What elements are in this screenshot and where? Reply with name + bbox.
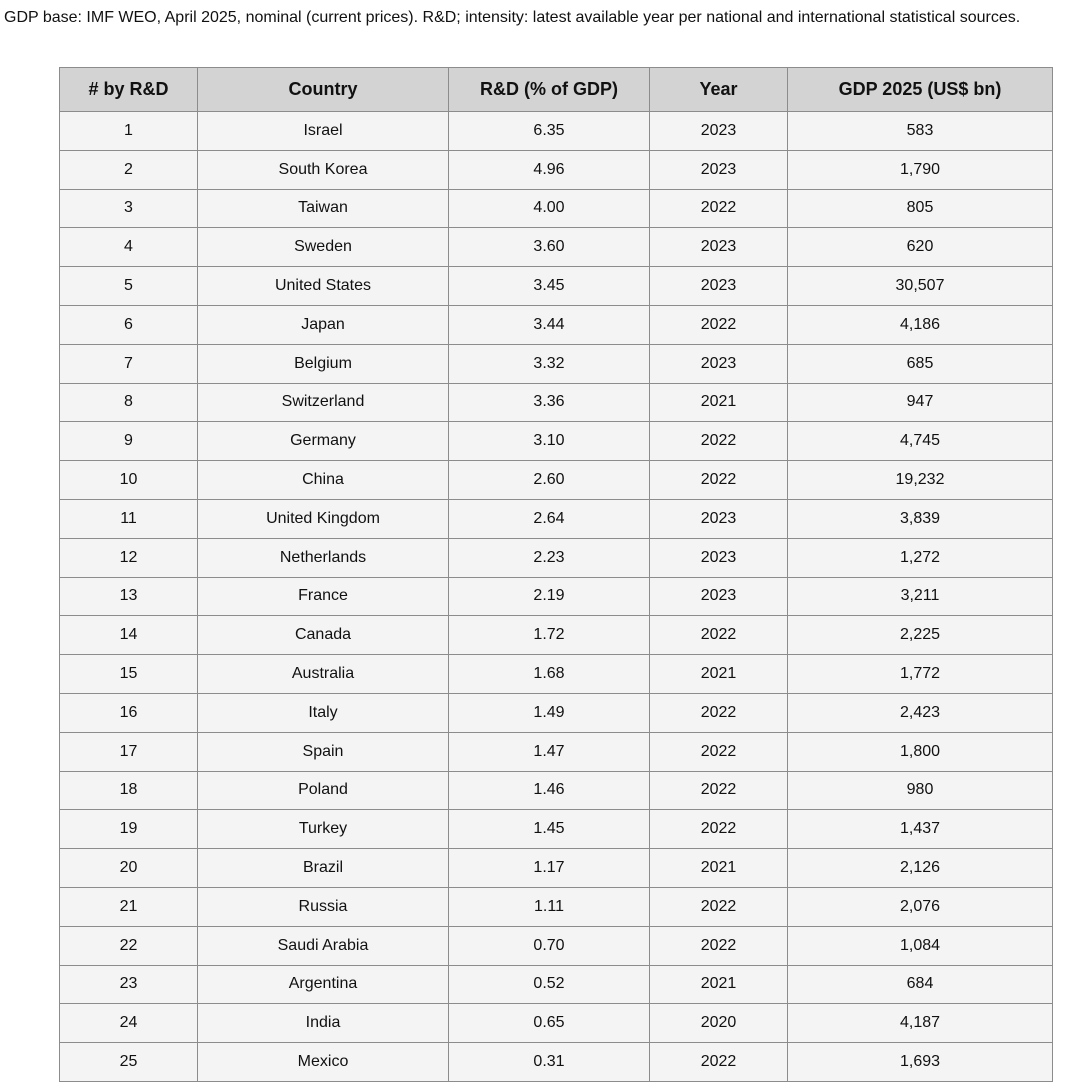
cell-country: Poland (198, 771, 449, 810)
cell-rd-percent: 4.00 (449, 189, 650, 228)
cell-rank: 23 (60, 965, 198, 1004)
cell-year: 2021 (650, 965, 788, 1004)
cell-rd-percent: 3.10 (449, 422, 650, 461)
cell-rd-percent: 1.47 (449, 732, 650, 771)
cell-country: United States (198, 267, 449, 306)
cell-country: France (198, 577, 449, 616)
cell-gdp: 19,232 (788, 461, 1053, 500)
header-year: Year (650, 68, 788, 112)
cell-rank: 19 (60, 810, 198, 849)
cell-rank: 4 (60, 228, 198, 267)
cell-rd-percent: 1.72 (449, 616, 650, 655)
cell-country: China (198, 461, 449, 500)
cell-rd-percent: 2.60 (449, 461, 650, 500)
table-row (60, 383, 1053, 422)
cell-rank: 6 (60, 305, 198, 344)
table-row (60, 422, 1053, 461)
cell-rd-percent: 3.45 (449, 267, 650, 306)
cell-rd-percent: 0.65 (449, 1004, 650, 1043)
table-row (60, 1004, 1053, 1043)
table-row (60, 810, 1053, 849)
cell-country: Argentina (198, 965, 449, 1004)
table-row (60, 965, 1053, 1004)
cell-rd-percent: 2.19 (449, 577, 650, 616)
cell-rank: 20 (60, 849, 198, 888)
cell-country: Australia (198, 655, 449, 694)
cell-rank: 25 (60, 1043, 198, 1082)
cell-country: Turkey (198, 810, 449, 849)
cell-gdp: 1,437 (788, 810, 1053, 849)
cell-gdp: 1,272 (788, 538, 1053, 577)
cell-rd-percent: 3.32 (449, 344, 650, 383)
cell-gdp: 947 (788, 383, 1053, 422)
header-row (60, 68, 1053, 112)
cell-gdp: 30,507 (788, 267, 1053, 306)
cell-rank: 10 (60, 461, 198, 500)
cell-country: Saudi Arabia (198, 926, 449, 965)
cell-rd-percent: 3.36 (449, 383, 650, 422)
cell-gdp: 1,693 (788, 1043, 1053, 1082)
cell-country: India (198, 1004, 449, 1043)
cell-rank: 15 (60, 655, 198, 694)
rd-intensity-table (59, 67, 1053, 1082)
cell-rank: 9 (60, 422, 198, 461)
cell-rd-percent: 1.11 (449, 887, 650, 926)
cell-rank: 11 (60, 499, 198, 538)
cell-rank: 21 (60, 887, 198, 926)
source-note: GDP base: IMF WEO, April 2025, nominal (current prices). R&D; intensity: latest available year per national and international statistical sources. (4, 9, 1021, 26)
table-row (60, 305, 1053, 344)
table-body (60, 112, 1053, 1082)
cell-rank: 8 (60, 383, 198, 422)
cell-gdp: 4,187 (788, 1004, 1053, 1043)
table-row (60, 849, 1053, 888)
cell-year: 2023 (650, 344, 788, 383)
cell-gdp: 3,839 (788, 499, 1053, 538)
cell-year: 2022 (650, 810, 788, 849)
cell-year: 2021 (650, 655, 788, 694)
cell-gdp: 1,790 (788, 150, 1053, 189)
cell-gdp: 2,423 (788, 693, 1053, 732)
table-row (60, 655, 1053, 694)
cell-gdp: 620 (788, 228, 1053, 267)
cell-gdp: 2,076 (788, 887, 1053, 926)
cell-year: 2022 (650, 305, 788, 344)
cell-rd-percent: 3.44 (449, 305, 650, 344)
cell-country: Israel (198, 112, 449, 151)
cell-year: 2023 (650, 267, 788, 306)
cell-year: 2021 (650, 849, 788, 888)
cell-rd-percent: 1.46 (449, 771, 650, 810)
cell-rd-percent: 1.45 (449, 810, 650, 849)
cell-year: 2022 (650, 771, 788, 810)
cell-gdp: 2,225 (788, 616, 1053, 655)
cell-rd-percent: 4.96 (449, 150, 650, 189)
cell-rank: 18 (60, 771, 198, 810)
cell-gdp: 2,126 (788, 849, 1053, 888)
cell-gdp: 583 (788, 112, 1053, 151)
cell-rd-percent: 1.68 (449, 655, 650, 694)
cell-country: Germany (198, 422, 449, 461)
cell-country: Switzerland (198, 383, 449, 422)
table-row (60, 771, 1053, 810)
table-row (60, 538, 1053, 577)
table-row (60, 499, 1053, 538)
cell-country: Spain (198, 732, 449, 771)
cell-rank: 12 (60, 538, 198, 577)
cell-rank: 24 (60, 1004, 198, 1043)
table-row (60, 112, 1053, 151)
cell-rd-percent: 1.49 (449, 693, 650, 732)
cell-gdp: 4,745 (788, 422, 1053, 461)
cell-gdp: 1,772 (788, 655, 1053, 694)
cell-year: 2023 (650, 150, 788, 189)
cell-gdp: 3,211 (788, 577, 1053, 616)
header-country: Country (198, 68, 449, 112)
cell-rank: 5 (60, 267, 198, 306)
table-row (60, 577, 1053, 616)
cell-year: 2020 (650, 1004, 788, 1043)
cell-year: 2021 (650, 383, 788, 422)
cell-gdp: 685 (788, 344, 1053, 383)
table-row (60, 228, 1053, 267)
cell-country: Belgium (198, 344, 449, 383)
cell-country: Taiwan (198, 189, 449, 228)
cell-rank: 3 (60, 189, 198, 228)
cell-year: 2022 (650, 1043, 788, 1082)
cell-rd-percent: 2.23 (449, 538, 650, 577)
table-row (60, 150, 1053, 189)
cell-country: Russia (198, 887, 449, 926)
cell-year: 2022 (650, 926, 788, 965)
cell-country: United Kingdom (198, 499, 449, 538)
cell-rd-percent: 3.60 (449, 228, 650, 267)
cell-rank: 14 (60, 616, 198, 655)
cell-country: Sweden (198, 228, 449, 267)
cell-year: 2022 (650, 732, 788, 771)
cell-rank: 1 (60, 112, 198, 151)
cell-year: 2023 (650, 228, 788, 267)
cell-rd-percent: 2.64 (449, 499, 650, 538)
cell-year: 2022 (650, 461, 788, 500)
cell-year: 2022 (650, 422, 788, 461)
cell-rank: 17 (60, 732, 198, 771)
header-rd-percent: R&D (% of GDP) (449, 68, 650, 112)
cell-country: Italy (198, 693, 449, 732)
table-row (60, 732, 1053, 771)
cell-gdp: 805 (788, 189, 1053, 228)
cell-year: 2022 (650, 693, 788, 732)
cell-year: 2022 (650, 616, 788, 655)
table-row (60, 887, 1053, 926)
table-row (60, 267, 1053, 306)
table-row (60, 189, 1053, 228)
table-row (60, 616, 1053, 655)
cell-year: 2023 (650, 112, 788, 151)
cell-rd-percent: 0.52 (449, 965, 650, 1004)
cell-year: 2023 (650, 538, 788, 577)
cell-rank: 22 (60, 926, 198, 965)
table-row (60, 926, 1053, 965)
cell-rd-percent: 0.70 (449, 926, 650, 965)
cell-country: South Korea (198, 150, 449, 189)
cell-gdp: 684 (788, 965, 1053, 1004)
table-row (60, 344, 1053, 383)
header-rank: # by R&D (60, 68, 198, 112)
header-gdp: GDP 2025 (US$ bn) (788, 68, 1053, 112)
table-row (60, 461, 1053, 500)
cell-gdp: 1,800 (788, 732, 1053, 771)
cell-country: Netherlands (198, 538, 449, 577)
cell-rd-percent: 6.35 (449, 112, 650, 151)
cell-rd-percent: 0.31 (449, 1043, 650, 1082)
cell-rank: 2 (60, 150, 198, 189)
cell-rank: 16 (60, 693, 198, 732)
cell-rd-percent: 1.17 (449, 849, 650, 888)
table-row (60, 693, 1053, 732)
cell-country: Brazil (198, 849, 449, 888)
cell-country: Mexico (198, 1043, 449, 1082)
cell-year: 2022 (650, 887, 788, 926)
cell-year: 2023 (650, 577, 788, 616)
cell-year: 2022 (650, 189, 788, 228)
cell-country: Canada (198, 616, 449, 655)
cell-rank: 7 (60, 344, 198, 383)
cell-gdp: 980 (788, 771, 1053, 810)
cell-country: Japan (198, 305, 449, 344)
cell-gdp: 1,084 (788, 926, 1053, 965)
cell-rank: 13 (60, 577, 198, 616)
cell-gdp: 4,186 (788, 305, 1053, 344)
table-row (60, 1043, 1053, 1082)
cell-year: 2023 (650, 499, 788, 538)
